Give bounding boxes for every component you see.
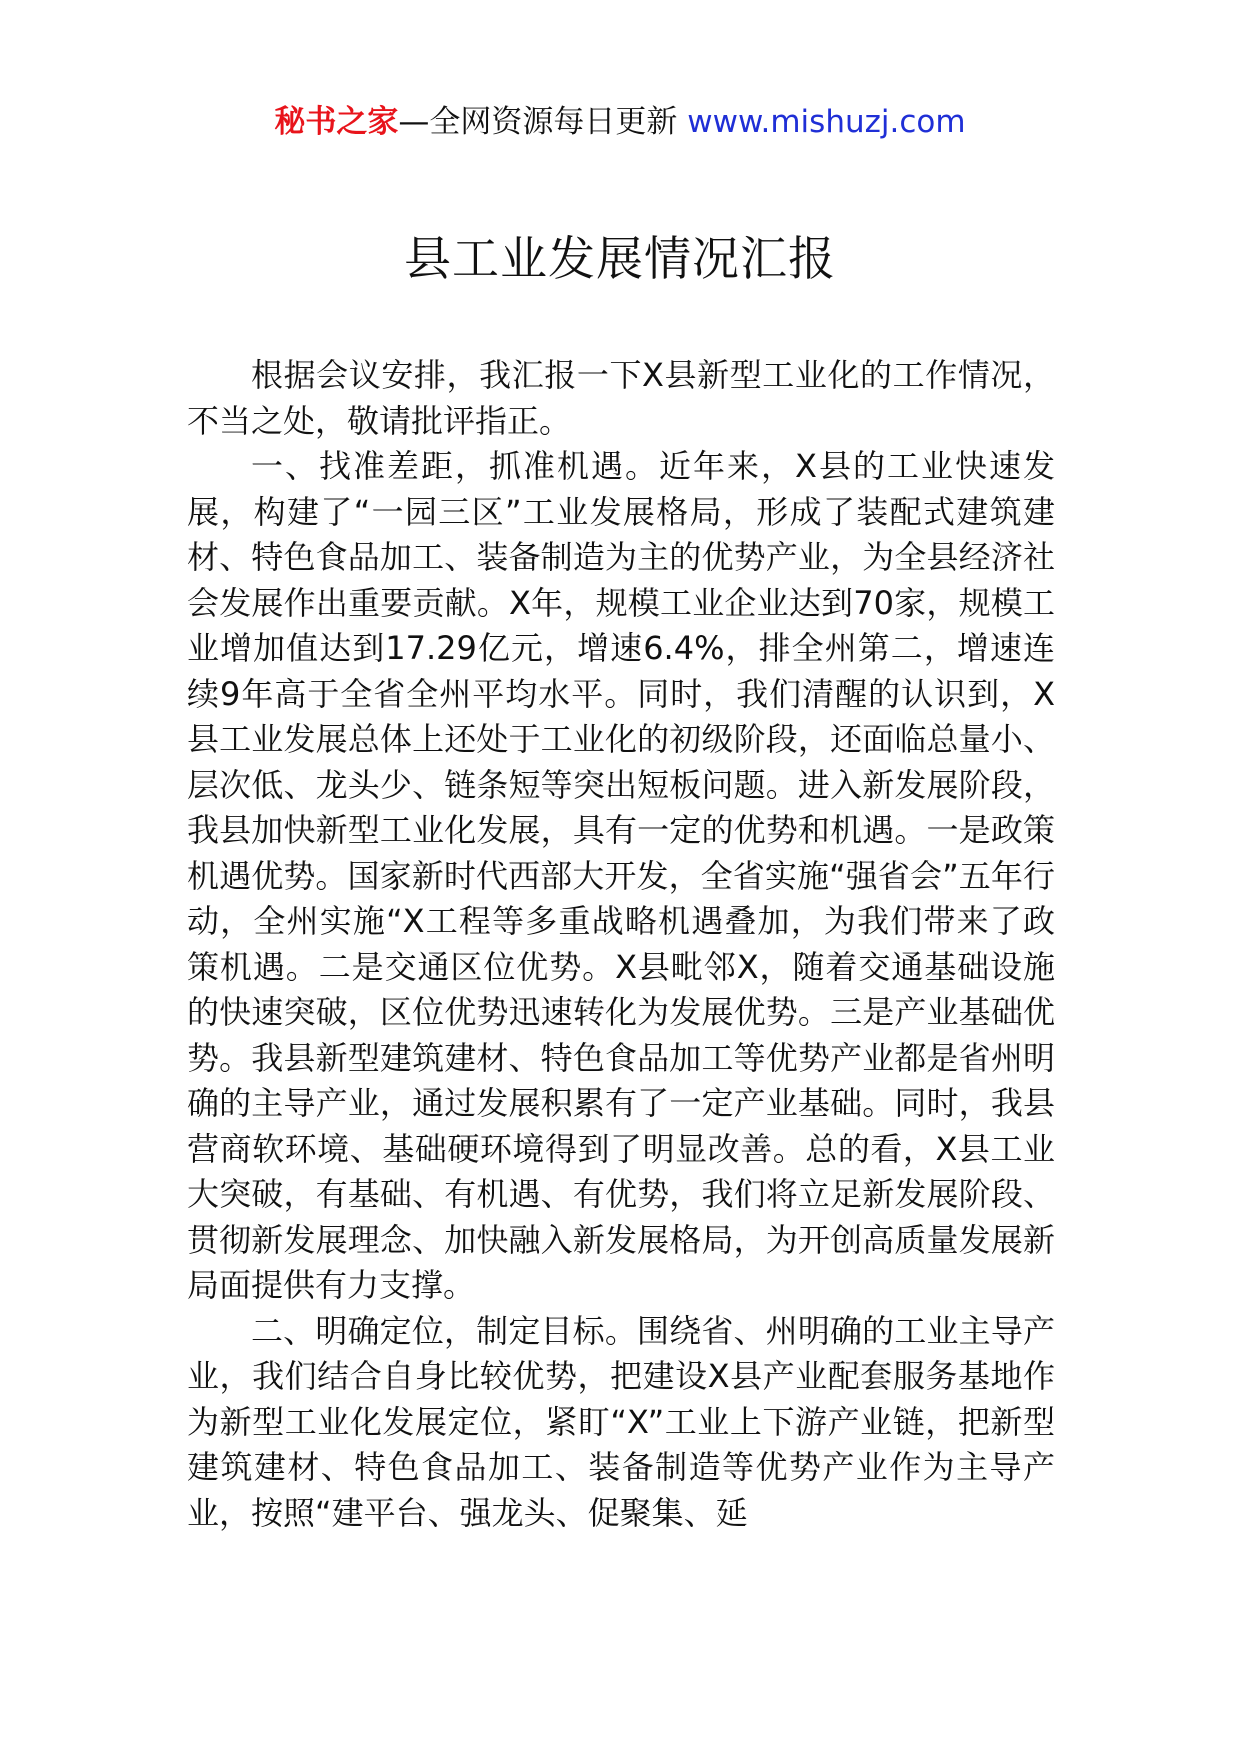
site-header [0, 100, 1240, 144]
paragraph-section-1: 一、找准差距，抓准机遇。近年来，X县的工业快速发展，构建了“一园三区”工业发展格局，形成了装配式建筑建材、特色食品加工、装备制造为主的优势产业，为全县经济社会发展作出重要贡献。X年，规模工业企业达到70家，规模工业增加值达到17.29亿元，增速6.4%，排全州第二，增速连续9年高于全省全州平均水平。同时，我们清醒的认识到，X县工业发展总体上还处于工业化的初级阶段，还面临总量小、层次低、龙头少、链条短等突出短板问题。进入新发展阶段，我县加快新型工业化发展，具有一定的优势和机遇。一是政策机遇优势。国家新时代西部大开发，全省实施“强省会”五年行动，全州实施“X工程等多重战略机遇叠加，为我们带来了政策机遇。二是交通区位优势。X县毗邻X，随着交通基础设施的快速突破，区位优势迅速转化为发展优势。三是产业基础优势。我县新型建筑建材、特色食品加工等优势产业都是省州明确的主导产业，通过发展积累有了一定产业基础。同时，我县营商软环境、基础硬环境得到了明显改善。总的看，X县工业大突破，有基础、有机遇、有优势，我们将立足新发展阶段、贯彻新发展理念、加快融入新发展格局，为开创高质量发展新局面提供有力支撑。 [187, 447, 1055, 1304]
paragraph-section-2: 二、明确定位，制定目标。围绕省、州明确的工业主导产业，我们结合自身比较优势，把建设X县产业配套服务基地作为新型工业化发展定位，紧盯“X”工业上下游产业链，把新型建筑建材、特色食品加工、装备制造等优势产业作为主导产业，按照“建平台、强龙头、促聚集、延 [187, 1311, 1055, 1532]
site-url-link[interactable]: www.mishuzj.com [687, 104, 966, 140]
document-body [187, 353, 1055, 1536]
document-title: 县工业发展情况汇报 [404, 232, 836, 287]
paragraph-intro: 根据会议安排，我汇报一下X县新型工业化的工作情况，不当之处，敬请批评指正。 [187, 356, 1055, 440]
site-brand: 秘书之家 [274, 104, 399, 140]
site-tagline: —全网资源每日更新 [398, 104, 688, 140]
